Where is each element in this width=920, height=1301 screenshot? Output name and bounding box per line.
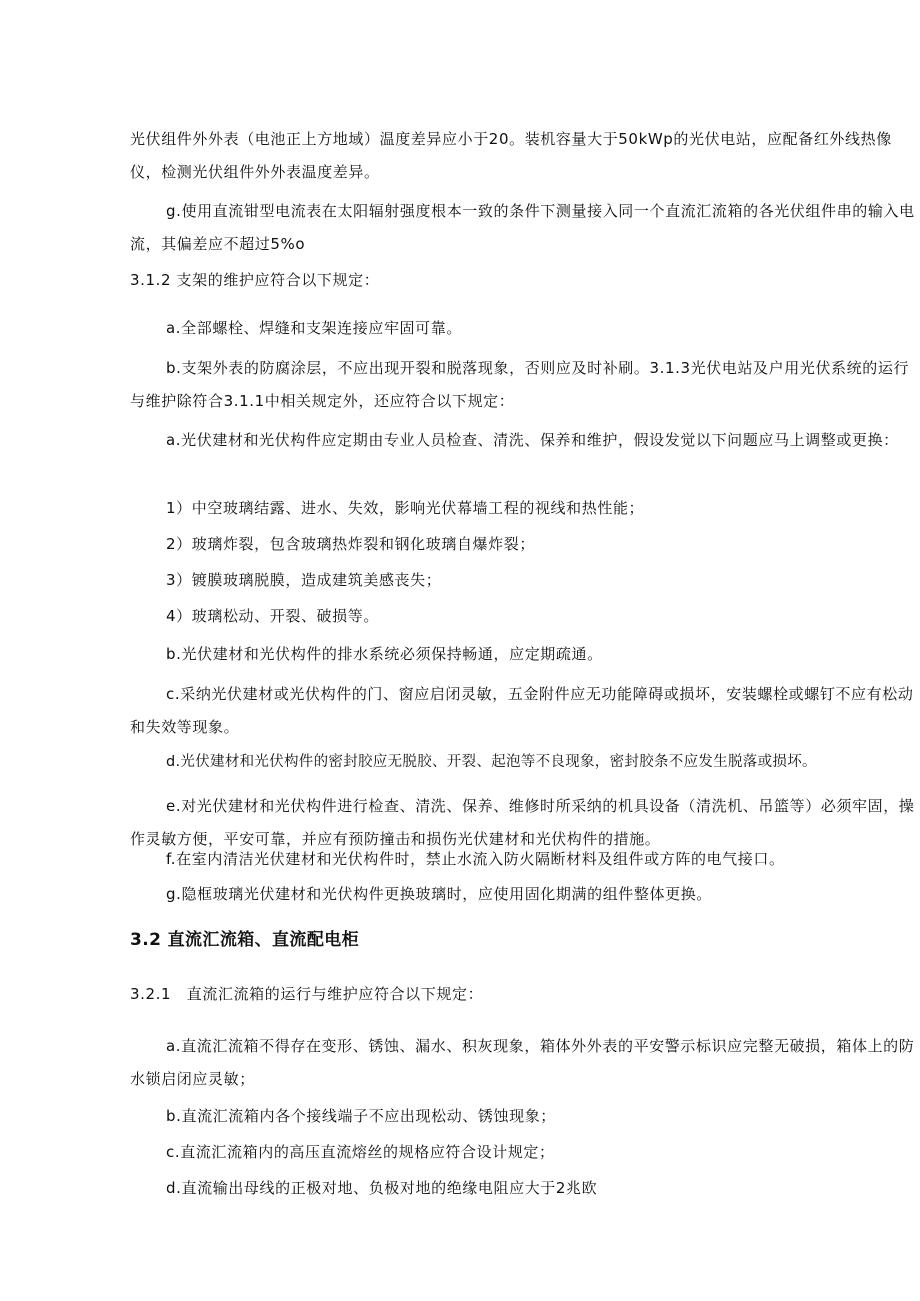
- paragraph-g-current-deviation: g.使用直流钳型电流表在太阳辐射强度根本一致的条件下测量接入同一个直流汇流箱的各光伏组件串的输入电流，其偏差应不超过5%o: [130, 202, 915, 253]
- paragraph-b-terminals: b.直流汇流箱内各个接线端子不应出现松动、锈蚀现象；: [166, 1107, 556, 1125]
- list-item-1-condensation: 1）中空玻璃结露、进水、失效，影响光伏幕墙工程的视线和热性能；: [166, 499, 645, 517]
- section-3-2-1-heading: 3.2.1 直流汇流箱的运行与维护应符合以下规定：: [130, 985, 484, 1003]
- paragraph-f-indoor-cleaning: f.在室内清洁光伏建材和光伏构件时，禁止水流入防火隔断材料及组件或方阵的电气接口。: [166, 850, 785, 868]
- list-item-2-glass-burst: 2）玻璃炸裂，包含玻璃热炸裂和钢化玻璃自爆炸裂；: [166, 535, 535, 553]
- paragraph-a-inspection: a.光伏建材和光伏构件应定期由专业人员检查、清洗、保养和维护，假设发觉以下问题应马上调整或更换：: [166, 431, 899, 449]
- list-item-4-glass-loose: 4）玻璃松动、开裂、破损等。: [166, 607, 379, 625]
- paragraph-temperature-difference: 光伏组件外外表（电池正上方地域）温度差异应小于20。装机容量大于50kWp的光伏电站，应配备红外线热像仪，检测光伏组件外外表温度差异。: [130, 130, 892, 181]
- paragraph-b-coating: b.支架外表的防腐涂层，不应出现开裂和脱落现象，否则应及时补刷。3.1.3光伏电站及户用光伏系统的运行与维护除符合3.1.1中相关规定外，还应符合以下规定：: [130, 359, 910, 410]
- section-3-2-heading: 3.2 直流汇流箱、直流配电柜: [130, 930, 360, 950]
- paragraph-d-sealant: d.光伏建材和光伏构件的密封胶应无脱胶、开裂、起泡等不良现象，密封胶条不应发生脱落或损坏。: [166, 754, 817, 770]
- list-item-3-coating-loss: 3）镀膜玻璃脱膜，造成建筑美感丧失；: [166, 571, 442, 589]
- paragraph-d-insulation: d.直流输出母线的正极对地、负极对地的绝缘电阻应大于2兆欧: [166, 1179, 598, 1197]
- paragraph-a-combiner-box: a.直流汇流箱不得存在变形、锈蚀、漏水、积灰现象，箱体外外表的平安警示标识应完整无破损，箱体上的防水锁启闭应灵敏；: [130, 1037, 915, 1088]
- paragraph-c-fuse: c.直流汇流箱内的高压直流熔丝的规格应符合设计规定；: [166, 1143, 555, 1161]
- section-3-1-2-heading: 3.1.2 支架的维护应符合以下规定：: [130, 271, 380, 289]
- paragraph-b-drainage: b.光伏建材和光伏构件的排水系统必须保持畅通，应定期疏通。: [166, 645, 603, 663]
- paragraph-e-equipment: e.对光伏建材和光伏构件进行检查、清洗、保养、维修时所采纳的机具设备（清洗机、吊篮等）必须牢固，操作灵敏方便，平安可靠，并应有预防撞击和损伤光伏建材和光伏构件的措施。: [130, 797, 915, 848]
- paragraph-g-glass-replacement: g.隐框玻璃光伏建材和光伏构件更换玻璃时，应使用固化期满的组件整体更换。: [166, 885, 712, 903]
- list-item-a-bolts: a.全部螺栓、焊缝和支架连接应牢固可靠。: [166, 319, 462, 337]
- paragraph-c-doors-windows: c.采纳光伏建材或光伏构件的门、窗应启闭灵敏，五金附件应无功能障碍或损坏，安装螺栓或螺钉不应有松动和失效等现象。: [130, 685, 914, 736]
